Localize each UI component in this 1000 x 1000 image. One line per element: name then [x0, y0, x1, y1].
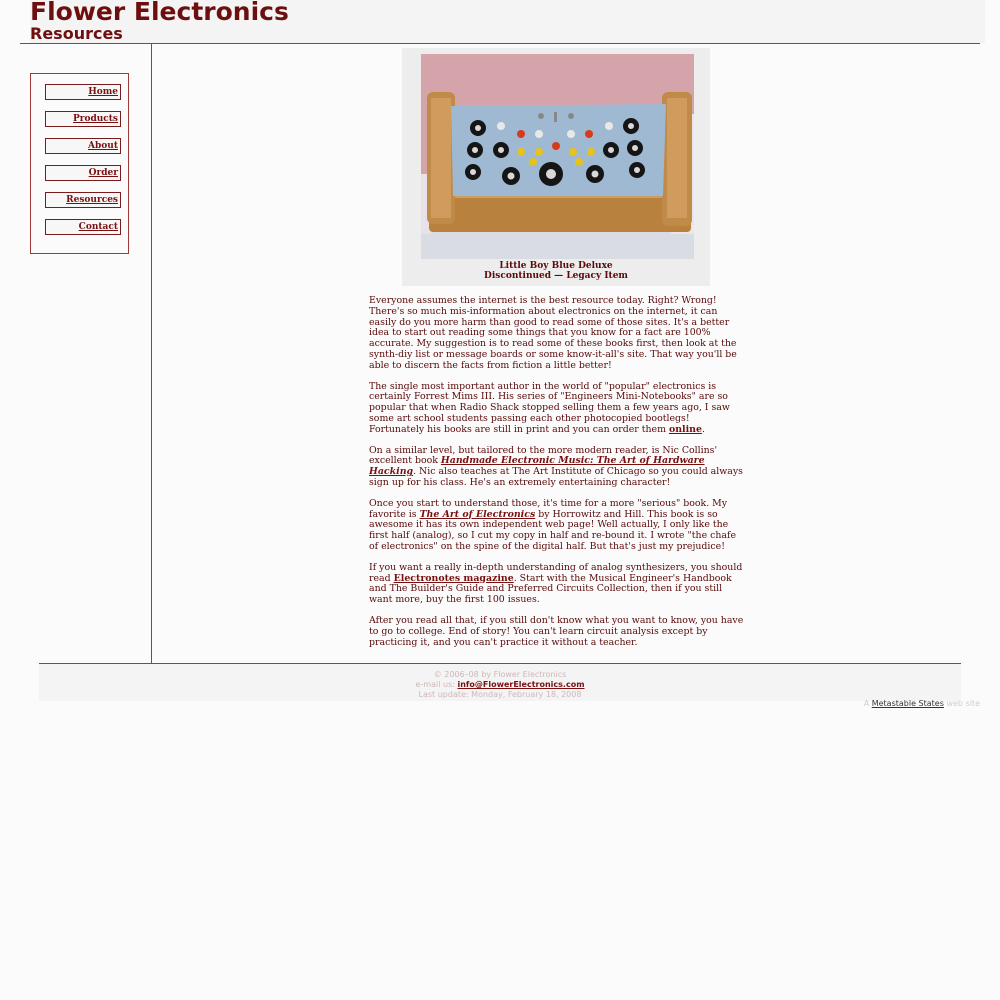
- nav-item-order[interactable]: [45, 165, 121, 181]
- nav-link-order[interactable]: Order: [88, 168, 118, 178]
- footer: [39, 664, 961, 701]
- main-content: [369, 296, 745, 658]
- paragraph-electronotes: [369, 563, 745, 606]
- sidebar-divider: [151, 44, 152, 663]
- copyright-text: © 2006–08 by Flower Electronics: [433, 670, 567, 679]
- paragraph-text: On a similar level, but tailored to the more modern reader, is Nic Collins' excellent book: [369, 444, 718, 467]
- last-update-text: Last update: Monday, February 18, 2008: [418, 690, 582, 699]
- sidebar-nav: [30, 73, 129, 254]
- metastable-states-link[interactable]: Metastable States: [871, 699, 944, 708]
- nav-link-about[interactable]: About: [88, 141, 118, 151]
- nav-link-resources[interactable]: Resources: [66, 195, 118, 205]
- paragraph-text: Once you start to understand those, it's time for a more "serious" book. My favorite is: [369, 497, 728, 520]
- site-credit: [864, 699, 980, 708]
- synth-photo-image: [421, 54, 694, 259]
- credit-prefix: A: [863, 699, 870, 708]
- site-title: Flower Electronics: [30, 0, 289, 26]
- product-photo: [421, 54, 694, 259]
- handmade-music-link[interactable]: Handmade Electronic Music: The Art of Hardware Hacking: [369, 455, 705, 478]
- paragraph-collins: [369, 446, 745, 489]
- page-title: Resources: [30, 24, 123, 43]
- online-link[interactable]: online: [668, 423, 702, 435]
- art-of-electronics-link[interactable]: The Art of Electronics: [419, 508, 536, 520]
- electronotes-link[interactable]: Electronotes magazine: [393, 572, 514, 584]
- paragraph-mims: [369, 382, 745, 436]
- nav-item-products[interactable]: [45, 111, 121, 127]
- nav-item-about[interactable]: [45, 138, 121, 154]
- nav-item-contact[interactable]: [45, 219, 121, 235]
- paragraph-text: .: [701, 423, 705, 435]
- paragraph-text: . Nic also teaches at The Art Institute of Chicago so you could always sign up for his class. He's an extremely entertaining character!: [369, 466, 743, 488]
- nav-link-home[interactable]: Home: [88, 87, 118, 97]
- caption-title: Little Boy Blue Deluxe: [499, 261, 613, 271]
- paragraph-intro: Everyone assumes the internet is the best resource today. Right? Wrong! There's so much mis-information about electronics on the internet, it can easily do you more harm than good to read some of those sites. It's a better idea to start out reading some things that you know for a fact are 100% accurate. My suggestion is to read some of these books first, then look at the synth-diy list or message boards or some know-it-all's site. That way you'll be able to discern the facts from fiction a little better!: [369, 295, 737, 371]
- paragraph-art-of-electronics: [369, 499, 745, 553]
- nav-link-products[interactable]: Products: [72, 114, 118, 124]
- product-photo-frame: [402, 48, 710, 286]
- email-line: [39, 680, 961, 690]
- nav-item-resources[interactable]: [45, 192, 121, 208]
- nav-item-home[interactable]: [45, 84, 121, 100]
- photo-caption: [402, 261, 710, 281]
- email-link[interactable]: info@FlowerElectronics.com: [457, 680, 585, 689]
- paragraph-college: After you read all that, if you still don't know what you want to know, you have to go to college. End of story! You can't learn circuit analysis except by practicing it, and you can't practice it without a teacher.: [369, 614, 744, 648]
- email-label: e-mail us:: [415, 680, 455, 689]
- header: [20, 0, 980, 44]
- paragraph-text: by Horrowitz and Hill. This book is so awesome it has its own independent web page! Well actually, I only like the first half (analog), so I cut my copy in half and re-bound it. I wrote "the chafe of electronics" on the spine of the digital half. But that's just my prejudice!: [369, 508, 736, 552]
- credit-suffix: web site: [946, 699, 980, 708]
- paragraph-text: The single most important author in the world of "popular" electronics is certainly Forrest Mims III. His series of "Engineers Mini-Notebooks" are so popular that when Radio Shack stopped selling them a few years ago, I saw some art school students passing each other photocopied bootlegs! Fortunately his books are still in print and you can order them: [369, 380, 730, 435]
- nav-link-contact[interactable]: Contact: [78, 222, 118, 232]
- caption-subtitle: Discontinued — Legacy Item: [484, 271, 628, 281]
- paragraph-text: . Start with the Musical Engineer's Handbook and The Builder's Guide and Preferred Circuits Collection, then if you still want more, buy the first 100 issues.: [369, 572, 732, 606]
- paragraph-text: If you want a really in-depth understanding of analog synthesizers, you should read: [369, 561, 743, 584]
